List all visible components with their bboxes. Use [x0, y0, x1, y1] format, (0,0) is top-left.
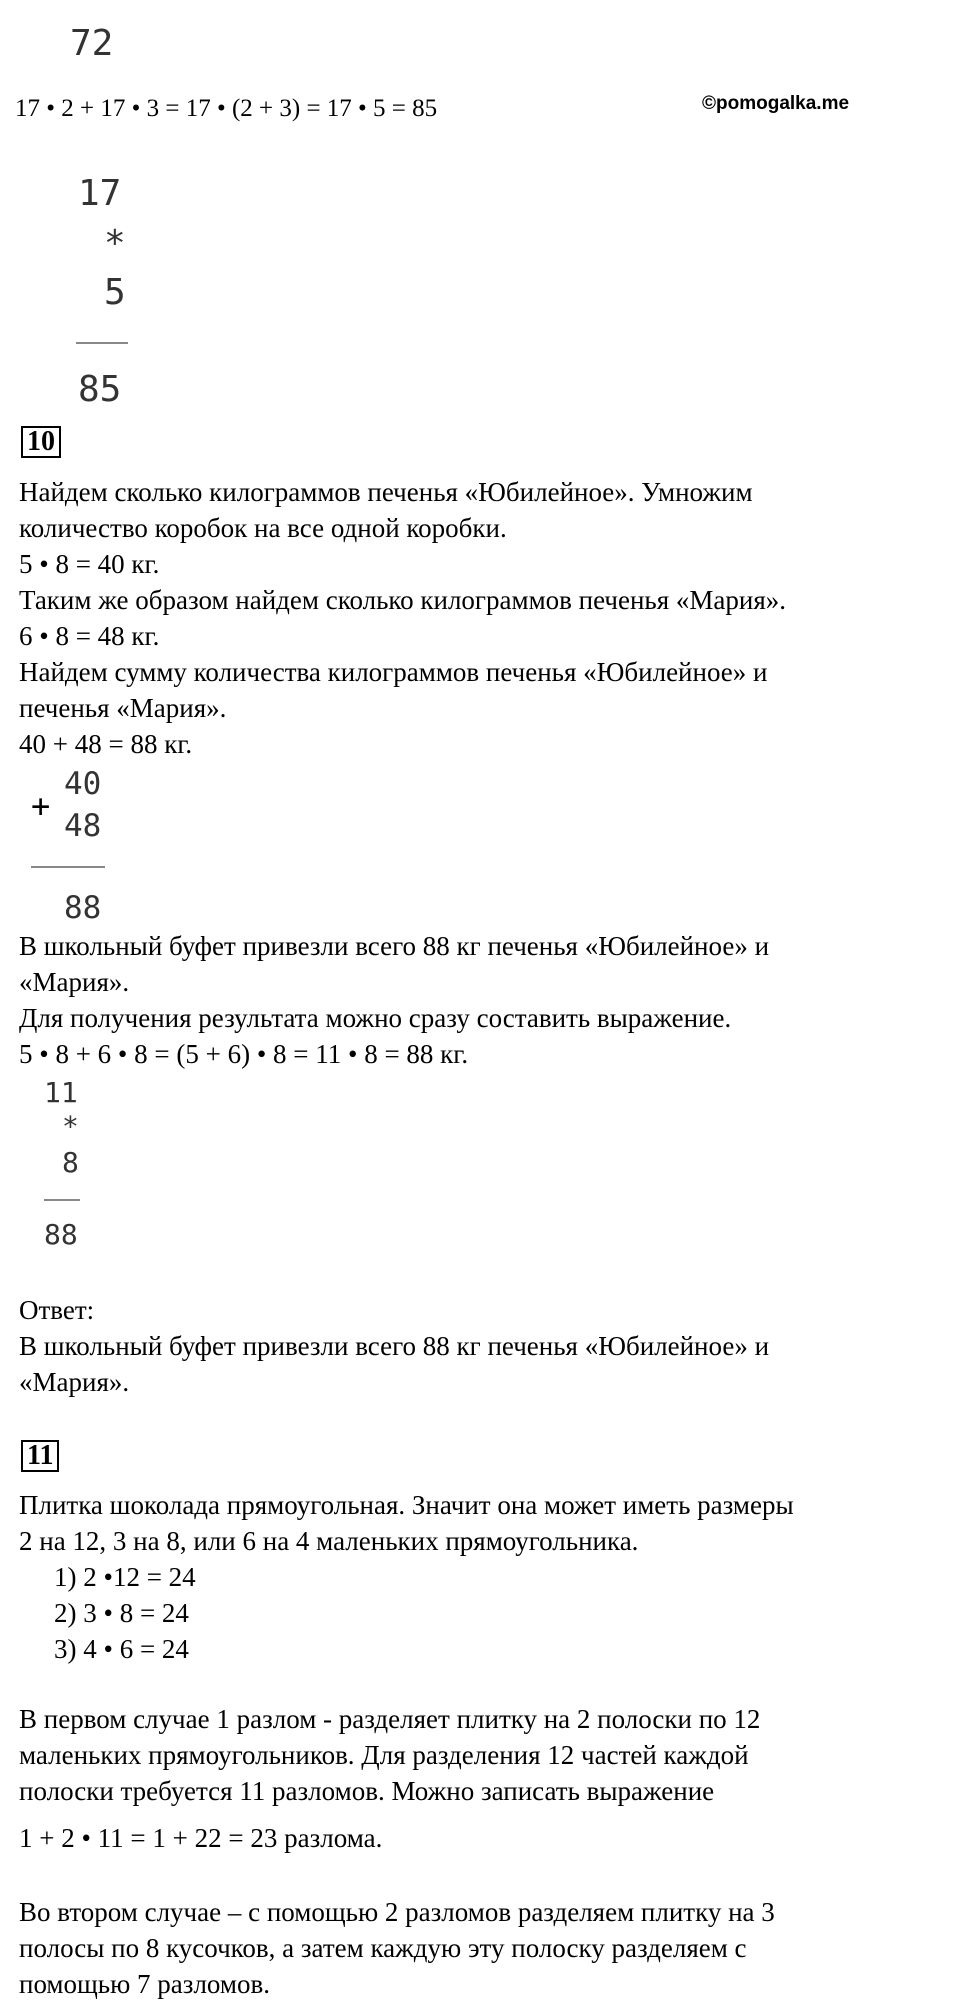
sum: 88	[64, 890, 102, 926]
task10-text	[19, 474, 786, 762]
task11-intro	[19, 1487, 794, 1559]
task11-list	[54, 1559, 196, 1667]
multiplicand: 11	[44, 1076, 78, 1109]
result-line	[44, 1199, 80, 1201]
answer-label: Ответ:	[19, 1295, 95, 1325]
product: 85	[78, 369, 122, 410]
product: 88	[44, 1218, 78, 1251]
multiplicand: 17	[78, 173, 122, 214]
expression-line: 17 • 2 + 17 • 3 = 17 • (2 + 3) = 17 • 5 = 85	[15, 95, 438, 122]
task10-text-2	[19, 928, 769, 1072]
answer-line: «Мария».	[19, 1367, 130, 1397]
text-line: Таким же образом найдем сколько килограммов печенья «Мария».	[19, 585, 787, 615]
task-number-10: 10	[21, 426, 61, 458]
text-line: Во втором случае – с помощью 2 разломов разделяем плитку на 3	[19, 1897, 775, 1927]
task-number-11: 11	[21, 1440, 59, 1472]
plus-sign: +	[31, 787, 51, 825]
task11-case1	[19, 1701, 760, 1809]
multiplier: 8	[62, 1146, 79, 1179]
text-line: количество коробок на все одной коробки.	[19, 513, 507, 543]
text-line: 40 + 48 = 88 кг.	[19, 729, 193, 759]
text-line: полосы по 8 кусочков, а затем каждую эту полоску разделяем с	[19, 1933, 747, 1963]
watermark: ©pomogalka.me	[702, 93, 850, 114]
multiply-sign: *	[62, 1110, 79, 1143]
list-item: 2) 3 • 8 = 24	[54, 1598, 189, 1628]
result-line	[76, 342, 128, 344]
list-item: 1) 2 •12 = 24	[54, 1562, 196, 1592]
text-line: 5 • 8 + 6 • 8 = (5 + 6) • 8 = 11 • 8 = 88 кг.	[19, 1039, 469, 1069]
text-line: Найдем сумму количества килограммов печенья «Юбилейное» и	[19, 657, 768, 687]
task11-case2	[19, 1894, 775, 2002]
answer-line: В школьный буфет привезли всего 88 кг печенья «Юбилейное» и	[19, 1331, 770, 1361]
result-72: 72	[70, 23, 114, 64]
text-line: 5 • 8 = 40 кг.	[19, 549, 160, 579]
text-line: В школьный буфет привезли всего 88 кг печенья «Юбилейное» и	[19, 931, 770, 961]
text-line: Найдем сколько килограммов печенья «Юбилейное». Умножим	[19, 477, 753, 507]
text-line: Плитка шоколада прямоугольная. Значит она может иметь размеры	[19, 1490, 794, 1520]
text-line: Для получения результата можно сразу составить выражение.	[19, 1003, 732, 1033]
list-item: 3) 4 • 6 = 24	[54, 1634, 189, 1664]
text-line: печенья «Мария».	[19, 693, 227, 723]
multiply-sign: *	[104, 223, 126, 264]
text-line: 6 • 8 = 48 кг.	[19, 621, 160, 651]
sum-line	[31, 866, 105, 868]
addend-1: 40	[64, 766, 102, 802]
text-line: 2 на 12, 3 на 8, или 6 на 4 маленьких прямоугольника.	[19, 1526, 639, 1556]
answer-block	[19, 1292, 769, 1400]
task11-case1-expression: 1 + 2 • 11 = 1 + 22 = 23 разлома.	[19, 1823, 383, 1853]
text-line: В первом случае 1 разлом - разделяет плитку на 2 полоски по 12	[19, 1704, 761, 1734]
text-line: маленьких прямоугольников. Для разделения 12 частей каждой	[19, 1740, 749, 1770]
multiplier: 5	[104, 272, 126, 313]
text-line: помощью 7 разломов.	[19, 1969, 270, 1999]
text-line: «Мария».	[19, 967, 130, 997]
text-line: полоски требуется 11 разломов. Можно записать выражение	[19, 1776, 715, 1806]
addend-2: 48	[64, 808, 102, 844]
